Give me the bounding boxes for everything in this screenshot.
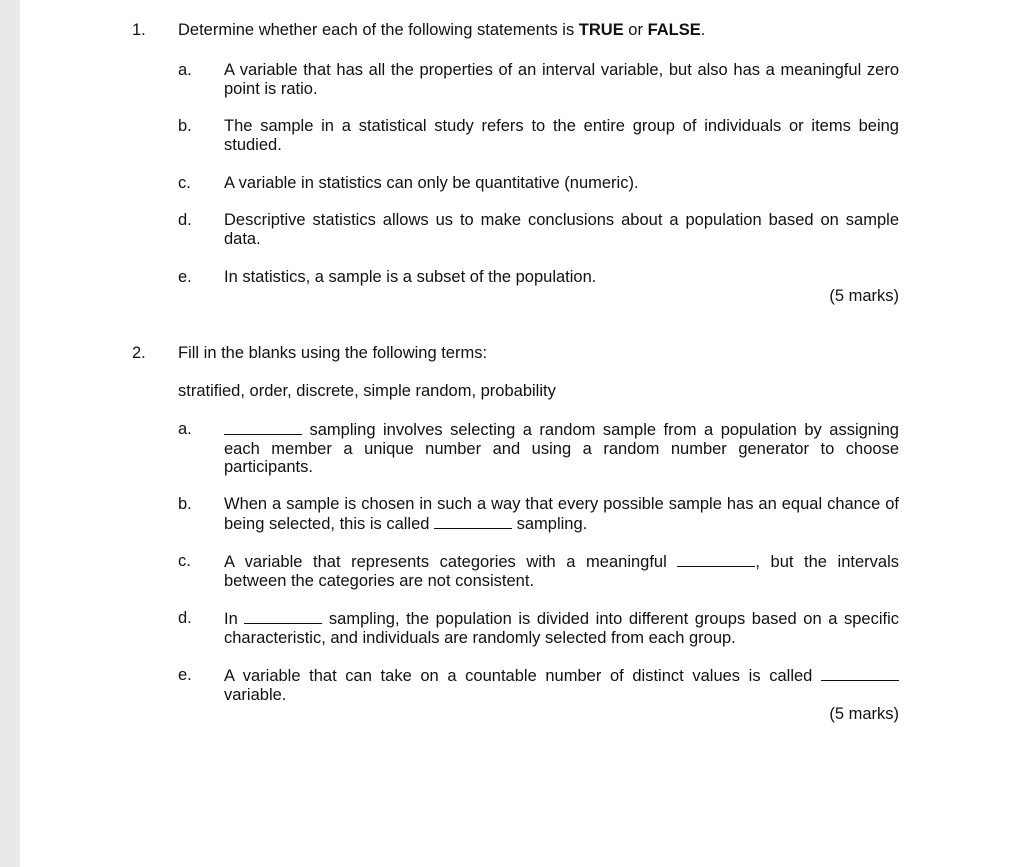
worksheet-page	[20, 0, 1021, 867]
question-2-number: 2.	[132, 344, 146, 362]
q2-item-b-letter: b.	[178, 495, 192, 513]
q1-item-d-text: Descriptive statistics allows us to make conclusions about a population based on sample data.	[224, 211, 899, 248]
fill-blank[interactable]	[244, 609, 322, 624]
q2-item-d-letter: d.	[178, 609, 192, 627]
fill-blank[interactable]	[224, 420, 302, 435]
question-2-prompt: Fill in the blanks using the following terms:	[178, 344, 488, 362]
q1-item-d-letter: d.	[178, 211, 192, 229]
fill-blank[interactable]	[677, 552, 755, 567]
q1-item-b-text: The sample in a statistical study refers to the entire group of individuals or items being studied.	[224, 117, 899, 154]
q1-item-b-letter: b.	[178, 117, 192, 135]
q2-item-d-text: In sampling, the population is divided into different groups based on a specific characteristic, and individuals are randomly selected from each group.	[224, 610, 899, 647]
q2-item-a-letter: a.	[178, 420, 192, 438]
q2-item-b-text: When a sample is chosen in such a way that every possible sample has an equal chance of being selected, this is called sampling.	[224, 495, 899, 533]
question-1-prompt: Determine whether each of the following statements is TRUE or FALSE.	[178, 21, 706, 39]
q1-item-c-letter: c.	[178, 174, 191, 192]
q1-marks: (5 marks)	[829, 287, 899, 305]
fill-blank[interactable]	[434, 514, 512, 529]
q1-item-e-letter: e.	[178, 268, 192, 286]
q2-marks: (5 marks)	[829, 705, 899, 723]
q2-item-c-letter: c.	[178, 552, 191, 570]
q2-item-e-text: A variable that can take on a countable number of distinct values is called variable.	[224, 666, 899, 704]
q2-item-e-letter: e.	[178, 666, 192, 684]
q1-item-a-letter: a.	[178, 61, 192, 79]
fill-blank[interactable]	[821, 666, 899, 681]
question-1-number: 1.	[132, 21, 146, 39]
q1-item-e-text: In statistics, a sample is a subset of the population.	[224, 268, 597, 286]
q2-item-a-text: sampling involves selecting a random sample from a population by assigning each member a unique number and using a random number generator to choose participants.	[224, 421, 899, 476]
q1-item-a-text: A variable that has all the properties of an interval variable, but also has a meaningful zero point is ratio.	[224, 61, 899, 98]
q2-item-c-text: A variable that represents categories with a meaningful , but the intervals between the categories are not consistent.	[224, 553, 899, 590]
q1-item-c-text: A variable in statistics can only be quantitative (numeric).	[224, 174, 639, 192]
question-2-terms: stratified, order, discrete, simple random, probability	[178, 382, 556, 400]
